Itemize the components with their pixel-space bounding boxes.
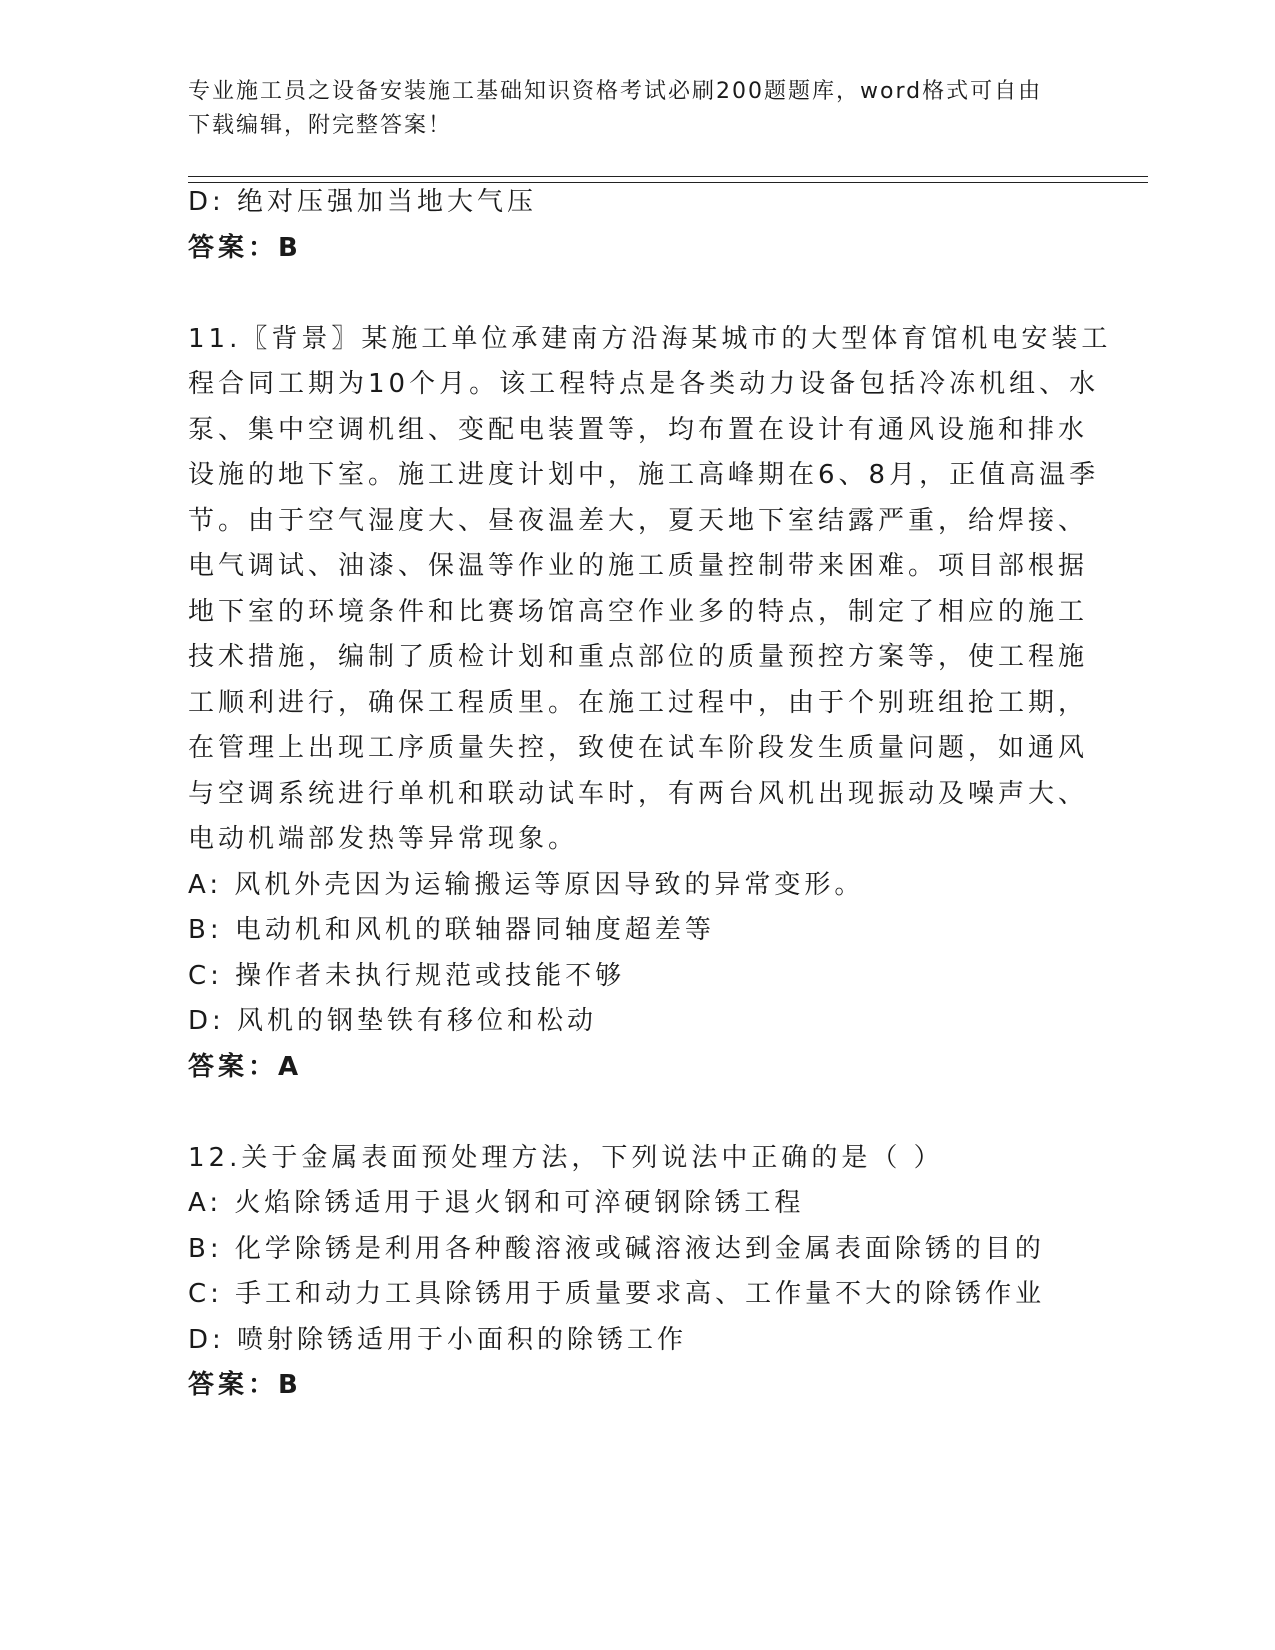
answer: 答案：B (188, 1370, 302, 1400)
question-stem-line: 11.〖背景〗某施工单位承建南方沿海某城市的大型体育馆机电安装工 (188, 323, 1112, 354)
question-stem-line: 节。由于空气湿度大、昼夜温差大，夏天地下室结露严重，给焊接、 (188, 505, 1089, 536)
page-header (188, 75, 1068, 143)
prev-question-tail (188, 180, 1088, 271)
option-d: D: 绝对压强加当地大气压 (188, 187, 538, 217)
spacer (188, 271, 1088, 317)
document-body (188, 180, 1112, 1409)
question-stem-line: 技术措施，编制了质检计划和重点部位的质量预控方案等，使工程施 (188, 642, 1089, 672)
question-stem-line: 泵、集中空调机组、变配电装置等，均布置在设计有通风设施和排水 (188, 414, 1089, 445)
option-b: B: 化学除锈是利用各种酸溶液或碱溶液达到金属表面除锈的目的 (188, 1233, 1045, 1264)
option-a: A: 火焰除锈适用于退火钢和可淬硬钢除锈工程 (188, 1188, 805, 1218)
question-stem-line: 电动机端部发热等异常现象。 (188, 824, 579, 854)
question-stem-line: 在管理上出现工序质量失控，致使在试车阶段发生质量问题，如通风 (188, 733, 1089, 763)
option-c: C: 操作者未执行规范或技能不够 (188, 960, 626, 991)
question-stem-line: 工顺利进行，确保工程质里。在施工过程中，由于个别班组抢工期， (188, 687, 1089, 718)
answer: 答案：A (188, 1051, 303, 1082)
question-stem-line: 程合同工期为10个月。该工程特点是各类动力设备包括冷冻机组、水 (188, 369, 1100, 399)
question-stem-line: 设施的地下室。施工进度计划中，施工高峰期在6、8月，正值高温季 (188, 460, 1100, 490)
option-b: B: 电动机和风机的联轴器同轴度超差等 (188, 915, 715, 945)
header-line-2: 下载编辑，附完整答案！ (188, 113, 453, 138)
header-divider-top (188, 176, 1148, 177)
option-d: D: 喷射除锈适用于小面积的除锈工作 (188, 1324, 688, 1355)
answer: 答案：B (188, 232, 302, 263)
question-stem-line: 电气调试、油漆、保温等作业的施工质量控制带来困难。项目部根据 (188, 551, 1089, 581)
question-stem-line: 与空调系统进行单机和联动试车时，有两台风机出现振动及噪声大、 (188, 778, 1089, 809)
option-a: A: 风机外壳因为运输搬运等原因导致的异常变形。 (188, 869, 865, 900)
spacer (188, 1090, 1088, 1136)
header-line-1: 专业施工员之设备安装施工基础知识资格考试必刷200题题库，word格式可自由 (188, 79, 1043, 104)
question-11 (188, 317, 1112, 1091)
question-stem-line: 地下室的环境条件和比赛场馆高空作业多的特点，制定了相应的施工 (188, 596, 1089, 627)
option-d: D: 风机的钢垫铁有移位和松动 (188, 1006, 598, 1036)
option-c: C: 手工和动力工具除锈用于质量要求高、工作量不大的除锈作业 (188, 1279, 1046, 1309)
question-12 (188, 1136, 1088, 1409)
question-stem: 12.关于金属表面预处理方法，下列说法中正确的是（ ） (188, 1142, 944, 1173)
